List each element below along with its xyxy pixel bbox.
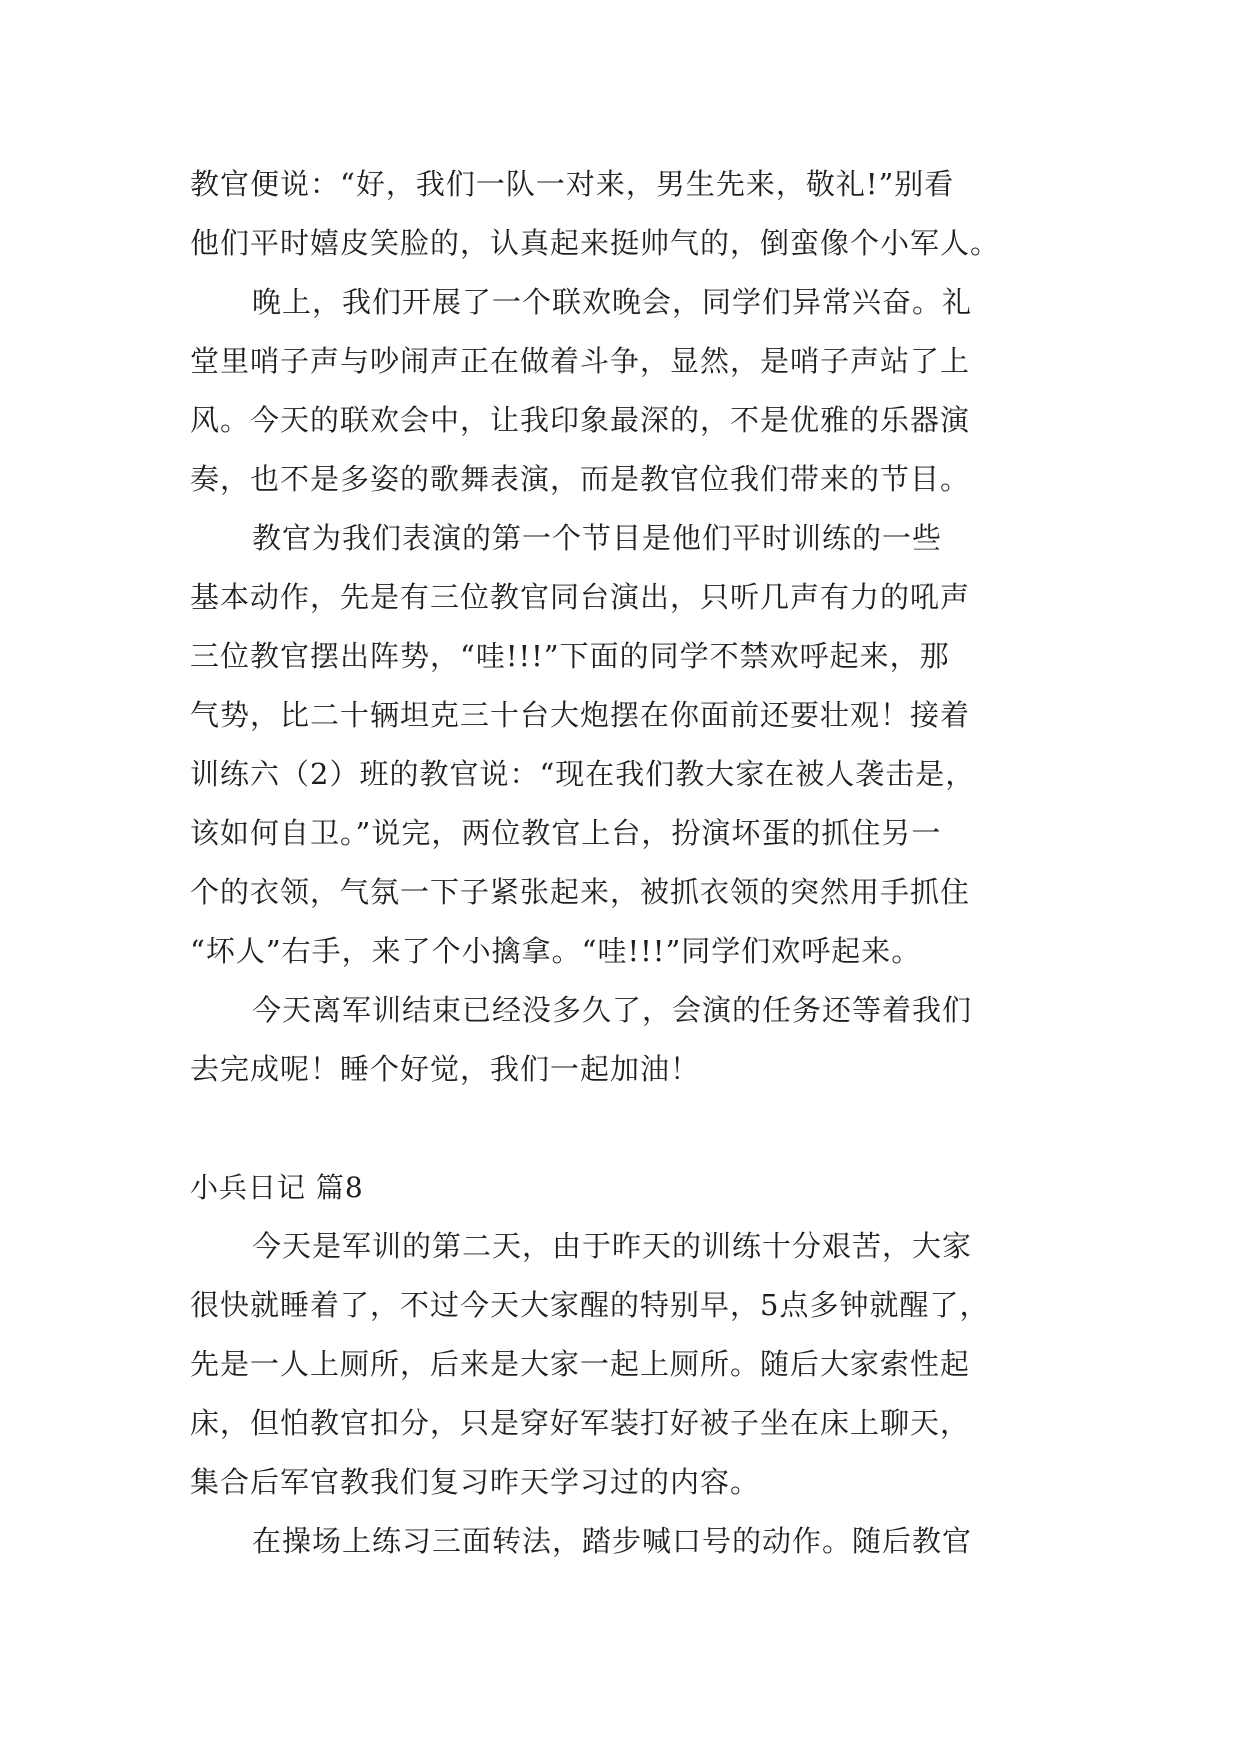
text-line: 他们平时嬉皮笑脸的，认真起来挺帅气的，倒蛮像个小军人。 bbox=[190, 226, 1001, 260]
paragraphs-before-heading bbox=[190, 155, 1060, 1099]
text-line: 堂里哨子声与吵闹声正在做着斗争，显然，是哨子声站了上 bbox=[190, 344, 971, 378]
text-line: 教官为我们表演的第一个节目是他们平时训练的一些 bbox=[252, 521, 943, 555]
text-line: 三位教官摆出阵势，“哇!!!”下面的同学不禁欢呼起来，那 bbox=[190, 639, 950, 673]
text-line: 先是一人上厕所，后来是大家一起上厕所。随后大家索性起 bbox=[190, 1347, 971, 1381]
section-spacer bbox=[190, 1099, 1060, 1158]
text-line: 训练六（2）班的教官说：“现在我们教大家在被人袭击是， bbox=[190, 757, 976, 791]
document-body bbox=[190, 155, 1060, 1571]
text-line: 气势，比二十辆坦克三十台大炮摆在你面前还要壮观！接着 bbox=[190, 698, 971, 732]
text-line: 今天离军训结束已经没多久了，会演的任务还等着我们 bbox=[252, 993, 973, 1027]
text-line: 教官便说：“好，我们一队一对来，男生先来，敬礼!”别看 bbox=[190, 167, 955, 201]
text-line: 集合后军官教我们复习昨天学习过的内容。 bbox=[190, 1465, 761, 1499]
text-line: 去完成呢！睡个好觉，我们一起加油！ bbox=[190, 1052, 701, 1086]
text-line: 晚上，我们开展了一个联欢晚会，同学们异常兴奋。礼 bbox=[252, 285, 973, 319]
text-line: 今天是军训的第二天，由于昨天的训练十分艰苦，大家 bbox=[252, 1229, 973, 1263]
text-line: 在操场上练习三面转法，踏步喊口号的动作。随后教官 bbox=[252, 1524, 973, 1558]
paragraphs-after-heading bbox=[190, 1217, 1060, 1571]
text-line: 风。今天的联欢会中，让我印象最深的，不是优雅的乐器演 bbox=[190, 403, 971, 437]
text-line: 很快就睡着了，不过今天大家醒的特别早，5点多钟就醒了， bbox=[190, 1288, 990, 1322]
text-line: 奏，也不是多姿的歌舞表演，而是教官位我们带来的节目。 bbox=[190, 462, 971, 496]
text-line: 基本动作，先是有三位教官同台演出，只听几声有力的吼声 bbox=[190, 580, 971, 614]
text-line: 床，但怕教官扣分，只是穿好军装打好被子坐在床上聊天， bbox=[190, 1406, 971, 1440]
section-heading: 小兵日记 篇8 bbox=[190, 1171, 364, 1204]
text-line: 该如何自卫。”说完，两位教官上台，扮演坏蛋的抓住另一 bbox=[190, 816, 942, 850]
text-line: “坏人”右手，来了个小擒拿。“哇!!!”同学们欢呼起来。 bbox=[190, 934, 922, 968]
text-line: 个的衣领，气氛一下子紧张起来，被抓衣领的突然用手抓住 bbox=[190, 875, 971, 909]
